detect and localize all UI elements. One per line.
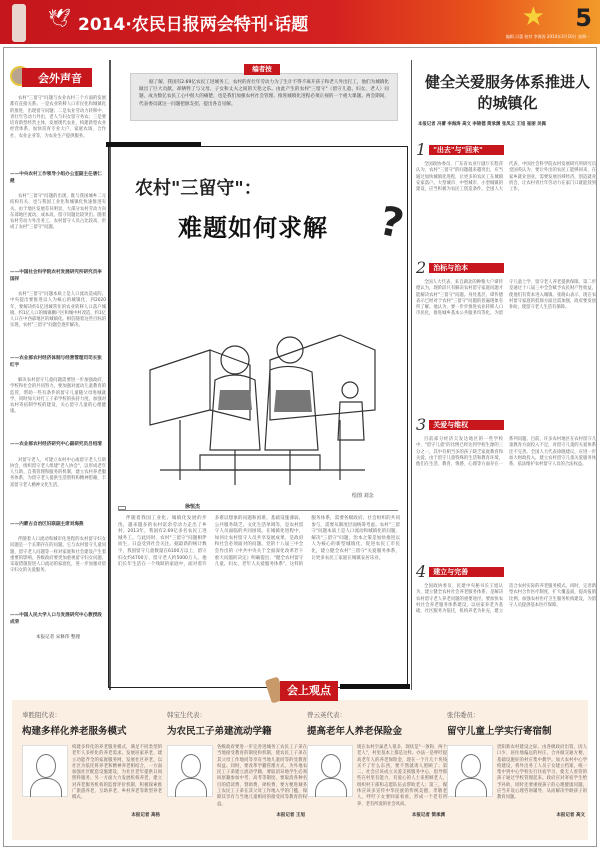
view-body: 现在农村空巢老人很多，现状是"一条狗、两个老人"，村里基本上都是这样。办法一是呼吁提高老年人的养老保险金，现在一个月几十块钱买不了什么东西，要不然就请人照顾了；第二，社会应该成立关爱支援服务中心，倡导那些在村里有能力、有爱心的人士来照顾老人，组织村干部和志愿队伍去帮助老人；第三，媒体应该多宣传中华民族的传统美德，孝敬老人，呼吁子女要回家看看，形成一个老有所养、老有所爱的社会风尚。 [357,745,447,807]
quote [10,537,106,626]
article-section [416,415,596,562]
author-box-icon [118,506,126,510]
star-icon: ★ [521,2,545,32]
view-body: 构建多样化的养老服务模式，满足不同类型的老年人多样化的养老需求。发展居家养老，建立功能齐全的家庭服务网，发展社区养老，以社区为依托将养老和精神养老相结合，一方面加强社区配套设施建设，为社区老年提供日间照料服务。另一方面大力发展机构养老，建立对养老服务机构的监督评价机制，积极探索推广旅游养老、互助养老、乡村养老等新型养老模式。 [72,745,162,801]
view-title: 留守儿童上学实行寄宿制 [447,726,552,737]
section-heading: 关爱与维权 [429,420,504,430]
quote-attribution: ——中央农村工作领导小组办公室副主任唐仁健 [10,172,102,184]
view-title: 构建多样化养老服务模式 [22,726,127,737]
quote-attribution: ——中国人民大学人口与发展研究中心教授段成荣 [10,613,102,625]
quote-text: 对留守老人，可建立农村中心或留守老人互助协会，组织留守老人组建"老人协会"，以形成老年人互助、自我管理和服务的机制，建立农村养老服务体系，为留守老人提供生活照料和精神慰藉，丰富留守老人精神文化生活。 [10,457,106,488]
huabiao-pillar-icon [12,4,26,42]
title-rule [106,142,201,147]
page-number: 5 [575,4,592,32]
byline-rule [118,510,398,511]
quote [10,458,106,529]
section-heading: "出去"与"回来" [429,145,504,155]
editor-note-label: 编者按 [244,64,280,75]
quote-attribution: ——中国社会科学院农村发展研究所研究员李国祥 [10,270,102,282]
quote-attribution: ——农业部农村经济体制与经营管理司司长张红宇 [10,356,102,368]
quote-text: 农村"三留守"问题本质上是人口流动造成的。中央提出要推进以人为核心的城镇化，到2020年，要解决约1亿进城常住的农业转移人口落户城镇，约1亿人口的城镇棚户区和城中村改造，约1亿人口在中西部地区的城镇化。相信随着这些目标的实现，农村"三留守"问题会逐步解决。 [10,292,106,329]
column-label: 会外声音 [22,68,92,87]
illustration-left-behind-family [140,240,380,490]
speaker: 辜胜阻代表： [22,711,61,719]
quote-text: 农村"三留守"问题与农业农村三个方面的发展都有直接关系。一是农业转移人口市民化和城镇化的推进，出现留守问题；二是农业劳动力转移中，青壮年劳动力外出，老人与妇女留守务农；三是要培育新型经营主体，发展现代农业，构建新型农业经营体系，加快培育专业大户、家庭农场、合作社、农业企业等，为农业生产提供服务。 [10,96,106,139]
quote-attribution: ——农业部农村经济研究中心副研究员吕绍清 [10,442,102,447]
article-section [416,258,596,415]
portrait-sketch [22,745,68,797]
section-heading: 治标与治本 [429,263,504,273]
view-title: 为农民工子弟建流动学籍 [167,726,272,737]
headline-line-1: 农村"三留守"： [135,178,262,199]
section-number: 4 [416,562,427,581]
section-heading: 建立与完善 [429,567,504,577]
page-meta: 编辑 冯蕾 校对 李海涛 2014年3月10日 星期一 [505,34,590,39]
question-mark-graphic: ? [375,198,408,248]
view-title: 提高老年人养老保险金 [307,726,403,737]
views-panel [12,700,588,840]
speaker: 韩宝生代表： [167,711,206,719]
view-card [307,700,447,840]
quote [10,378,106,449]
section-body: 全国人大代表、来自湖北的种粮大户谭传德认为，现阶段只有解决农村留守家庭问题才能解决农村"三留守"问题。身处基层，谭传德表示已经对于农村"三留守"问题的普遍现象有所了解。他认为，要一步步推进农业转移人口市民化，推进城乡基本公共服务均等化，为留守儿童上学、留守老人养老提供保障。第二步是通过十八届三中全会赋予农民财产性收益，使他们有资本进入城镇。张晓山表示，现在农村留守家庭的低保方面还需加强，政府要发放补助，使留守老人生活有保障。 [416,280,596,317]
page-header-banner [0,0,600,44]
column-divider [411,60,412,690]
dove-icon: 🕊 [48,8,71,29]
section-title: 2014·农民日报两会特刊·话题 [78,15,309,35]
quote-text: 农村"三留守"问题的出现，既与我国城乡二元结构有关，也与我国工业化和城镇化快速推进有关。由于地区发展差异明显，大部分农村劳动力向东部地区流动，成本高，留守问题比较突出。随着农村劳动力外出务工，农村留守人员占比较高，形成了农村"三留守"问题。 [10,194,106,231]
reporter: 本报记者 王旭 [276,813,305,818]
quote-text: 伴随着人口流动和城市化进程的农村留守妇女问题是一个长期存在的问题。它与农村留守儿童问题、留守老人问题等一样对家庭和社会建设产生着重要的影响。各级政府要更加重视留守妇女问题，采取措施促进人口流动的家庭化，进一步加强对留守妇女的关爱服务。 [10,537,106,574]
portrait-sketch [307,745,353,797]
view-card [22,700,162,840]
reporter: 本报记者 高文 [556,813,585,818]
section-number: 3 [416,415,427,434]
editor-note-text: 据了解，我国有2.69亿农民工进城务工，农村的青壮年劳动力为了生计不得不离开孩子和老人外出打工，他们为城镇化做出了巨大贡献，却牺牲了与父母、子女和丈夫之间的天伦之乐。由此产生的农村"三留守"（留守儿童、妇女、老人）问题，成为数亿农民工心中很大的痛楚，也是我们加强农村社会管理、推进城镇化进程必须正视的一个重大课题。两会期间，代表委员就这一问题把脉支招，提出各自见解。 [139,80,389,107]
headline-line-2: 难题如何求解 [178,214,328,242]
illustration-credit: 绘图 刘念 [352,493,374,499]
reporter: 本报记者 高杨 [131,813,160,818]
view-card [167,700,307,840]
view-body: 各级政府要进一步完善进城务工农民工子弟在当地接受教育的制度和机制，使农民工子弟在其父母工作地同等享有当地儿童同等的受教育权益。同时，要改革学籍管理方式，为外地农民工子弟建立流动学籍，要取消异地学生必须回原籍参加中考、高考等制度，要取消各种名目的借读费、赞助费、择校费，要方便进城务工农民工子弟在其父母工作地入学的门槛，保障其享有与当地儿童相同的接受同等教育的权益。 [217,745,307,807]
reporters-byline: 本报记者 冯蕾 李海涛 高文 李锦德 简承渊 张凤云 王旭 崔丽 吴佩 [418,122,546,127]
speaker: 张伟委员： [447,711,480,719]
article-section [416,140,596,258]
quote-text: 解决农村留守儿童问题需要进一步加强政府、学校和社会的共同努力。要加强对流动儿童教育的监管，帮助一些有条件的留守儿童随父母进城就学，同时加大对打工子弟学校的扶持力度，加强对农村寄宿制学校的建设，关心留守儿童的心理健康。 [10,378,106,415]
title-rule-bottom [340,684,410,689]
quote [10,292,106,369]
section-body: 全国政协委员、广东省农业厅副厅长程萍认为，农村"三留守"的问题越来越突出，应当通过加快城镇化进程，让更多的农民工在城镇安家落户。大型城市、中型城市、小型城镇的建设，应当积极为农民工创造条件。全国人大代表、中国社会科学院农村发展研究所研究员党国英认为，要让外出的农民工能够回来，在家乡就业创业，需要发展县域经济，创造就业机会，让农村青壮年劳动力在家门口就能找到工作。 [416,162,596,193]
quote [10,194,106,283]
feature-body: 伴随着我国工业化、城镇化发展的步伐，越来越多的农村富余劳动力走出了乡村。2013年，我国有2.69亿多名农民工进城务工。与此同时，农村"三留守"问题相伴而生，日益受到社会关注。据最新的统计数字，我国留守儿童数量在6100万以上，留守妇女约4700万，留守老人约5000万人。他们长年生活在一个残缺的家庭中，面对着许多难以想象的问题和困难。基础设施薄弱、公共服务缺乏、文化生活单调等，是农村留守人员面临的共同困境。在城镇化进程中，如何让农村留守人员共享发展成果，是政府和社会必须面对的问题。党的十八届三中全会作出的《中共中央关于全面深化改革若干重大问题的决定》明确提出，"健全农村留守儿童、妇女、老年人关爱服务体系"。这样的服务体系，需要各级政府、社会组织的共同参与，需要从制度层面统筹考虑。农村"三留守"问题本质上是人口流动和城镇化的问题，解决"三留守"问题，治本之策是加快推进以人为核心的新型城镇化，促进农民工市民化，建立健全农村"三留守"关爱服务体系，让更多农民工家庭在城镇安居乐业。 [118,516,400,568]
right-sections [416,140,596,696]
view-body: 贵阳新农村建设之际，由各级政府出资，因人口少、居住地偏远的村庄，合并做交通方便、基础设施好的村庄集中教学。加大农村中心学校建设，将外出务工人员子女建立档案，统一集中到中心学校实行住宿学习，使无人看管的孩子通过学校管理起来。政府应对寄宿学生给予补助，同时还要重视孩子的心理健康问题，应当开设心理咨询辅导，从而解决学龄孩子的教育问题。 [497,745,587,801]
section-body: 目前部分经济欠发达地区的一些学校中，"留守儿童"的比例已经达到学校生源的三分之一，其中有相当多的孩子缺乏家庭教育和关爱。由于留守儿童特殊的生活和教育环境，他们在生活、教育、情感、心理等方面存在一系列问题。目前，许多农村地区在农村留守儿童教育方面投入不足，对留守儿童的关爱体系还不完善。全国人大代表徐晓建议，应进一步加大财政投入，建立农村留守儿童关爱服务体系，依法维护农村留守人员的合法权益。 [416,437,596,468]
credit: 本报记者 宋修伟 整理 [35,635,81,640]
section-number: 1 [416,140,427,159]
section-body: 全国政协委员、民建中央秘书长王旭认为，建立健全农村社会养老服务体系，是解决农村留守老人养老问题的重要途径。要加快农村社会养老服务体系建设，以居家养老为基础，社区服务为依托，机构养老为补充，建立适合农村实际的养老服务模式。同时，完善新型农村合作医疗制度，扩大覆盖面，提高报销比例，加强农村医疗卫生服务机构建设，为留守人员提供基本医疗保障。 [416,584,596,615]
quote-attribution: ——内蒙古自治区妇联副主席刘海燕 [10,521,84,527]
quotes-list [10,96,106,642]
reporter: 本报记者 简承渊 [411,813,445,818]
portrait-sketch [167,745,213,797]
portrait-sketch [447,745,493,797]
right-headline: 健全关爱服务体系推进人的城镇化 [425,73,591,112]
editor-note-box [130,73,398,121]
view-card [447,700,587,840]
article-section [416,562,596,696]
section-number: 2 [416,258,427,277]
author-name: 徐恒杰 [185,504,201,510]
speaker: 曾云英代表： [307,711,346,719]
quote [10,96,106,185]
views-label: 会上观点 [280,681,338,701]
